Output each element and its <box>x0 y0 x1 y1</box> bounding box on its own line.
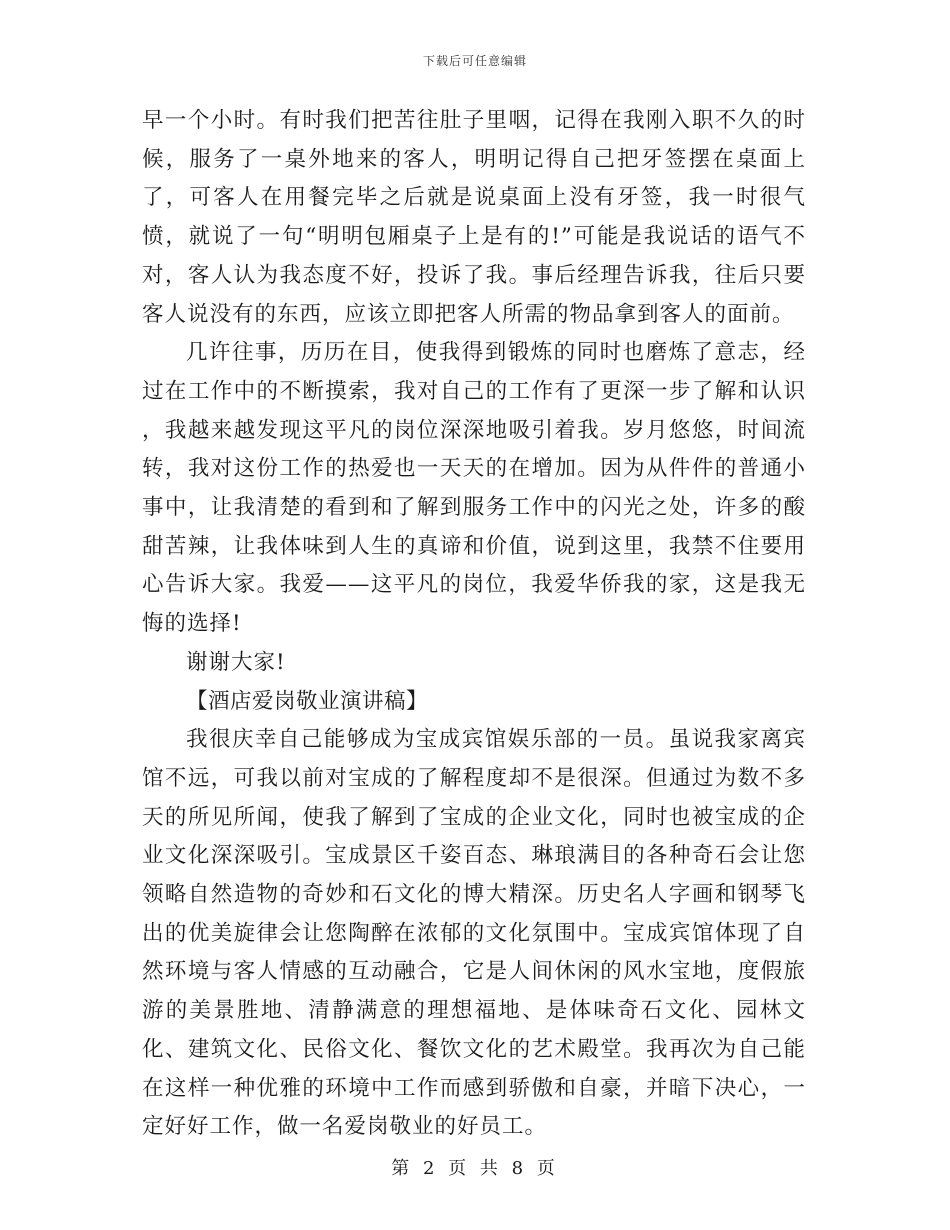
section-title: 【酒店爱岗敬业演讲稿】 <box>186 688 429 714</box>
paragraph-reflection: 几许往事，历历在目，使我得到锻炼的同时也磨炼了意志，经过在工作中的不断摸索，我对自己的工作有了更深一步了解和认识 ，我越来越发现这平凡的岗位深深地吸引着我。岁月悠悠，时间流转，我对这份工作的热爱也一天天的在增加。因为从件件的普通小事中，让我清楚的看到和了解到服务工作中的闪光之处，许多的酸甜苦辣，让我体味到人生的真谛和价值，说到这里，我禁不住要用心告诉大家。我爱——这平凡的岗位，我爱华侨我的家，这是我无悔的选择! <box>142 340 806 637</box>
page-footer: 第 2 页 共 8 页 <box>391 1158 559 1179</box>
page-header: 下载后可任意编辑 <box>422 54 527 68</box>
paragraph-thanks: 谢谢大家! <box>186 649 286 675</box>
document-body <box>142 102 806 1147</box>
paragraph-speech: 我很庆幸自己能够成为宝成宾馆娱乐部的一员。虽说我家离宾馆不远，可我以前对宝成的了解程度却不是很深。但通过为数不多天的所见所闻，使我了解到了宝成的企业文化，同时也被宝成的企业文化深深吸引。宝成景区千姿百态、琳琅满目的各种奇石会让您领略自然造物的奇妙和石文化的博大精深。历史名人字画和钢琴飞出的优美旋律会让您陶醉在浓郁的文化氛围中。宝成宾馆体现了自然环境与客人情感的互动融合，它是人间休闲的风水宝地，度假旅游的美景胜地、清静满意的理想福地、是体味奇石文化、园林文化、建筑文化、民俗文化、餐饮文化的艺术殿堂。我再次为自己能在这样一种优雅的环境中工作而感到骄傲和自豪，并暗下决心，一定好好工作，做一名爱岗敬业的好员工。 <box>142 727 806 1140</box>
paragraph-continuation: 早一个小时。有时我们把苦往肚子里咽，记得在我刚入职不久的时候，服务了一桌外地来的客人，明明记得自己把牙签摆在桌面上了，可客人在用餐完毕之后就是说桌面上没有牙签，我一时很气愤，就说了一句“明明包厢桌子上是有的!”可能是我说话的语气不对，客人认为我态度不好，投诉了我。事后经理告诉我，往后只要客人说没有的东西，应该立即把客人所需的物品拿到客人的面前。 <box>142 108 806 327</box>
